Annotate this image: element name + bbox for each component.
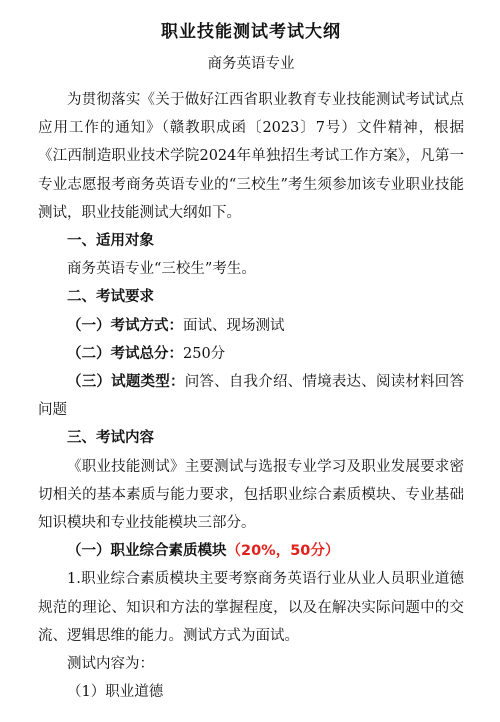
module-label: （一）职业综合素质模块: [67, 543, 227, 560]
content-paragraph: 《职业技能测试》主要测试与选报专业学习及职业发展要求密切相关的基本素质与能力要求，包括职业综合素质模块、专业基础知识模块和专业技能模块三部分。: [38, 458, 464, 532]
module-content-label: 测试内容为：: [67, 656, 154, 673]
document-title: 职业技能测试考试大纲: [161, 22, 341, 42]
requirement-value: 250分: [183, 345, 226, 362]
intro-paragraph: 为贯彻落实《关于做好江西省职业教育专业技能测试考试试点应用工作的通知》（赣教职成函〔2023〕7号）文件精神，根据《江西制造职业技术学院2024年单独招生考试工作方案》，凡第一专业志愿报考商务英语专业的“三校生”考生须参加该专业职业技能测试，职业技能测试大纲如下。: [38, 92, 464, 221]
section-heading-requirements: 二、考试要求: [67, 289, 154, 306]
section-heading-scope: 一、适用对象: [67, 233, 154, 250]
module-weight: （20%，50分）: [226, 543, 340, 560]
requirement-label: （三）试题类型：: [67, 374, 185, 391]
module-heading: [38, 537, 464, 565]
requirement-question-types: [38, 368, 464, 424]
scope-text: 商务英语专业“三校生”考生。: [67, 261, 256, 278]
requirement-label: （二）考试总分：: [67, 345, 183, 362]
requirement-total-score: [38, 340, 464, 368]
module-first-item: （1）职业道德: [67, 684, 164, 701]
document-subtitle: 商务英语专业: [207, 56, 295, 72]
section-heading-content: 三、考试内容: [67, 430, 154, 447]
requirement-value: 面试、现场测试: [183, 317, 285, 334]
requirement-label: （一）考试方式：: [67, 317, 183, 334]
requirement-exam-method: [38, 312, 464, 340]
requirement-value: 问答、自我介绍、情境表达、阅读材料回答问题: [38, 374, 465, 419]
module-description: 1.职业综合素质模块主要考察商务英语行业从业人员职业道德规范的理论、知识和方法的掌握程度，以及在解决实际问题中的交流、逻辑思维的能力。测试方式为面试。: [38, 571, 464, 644]
